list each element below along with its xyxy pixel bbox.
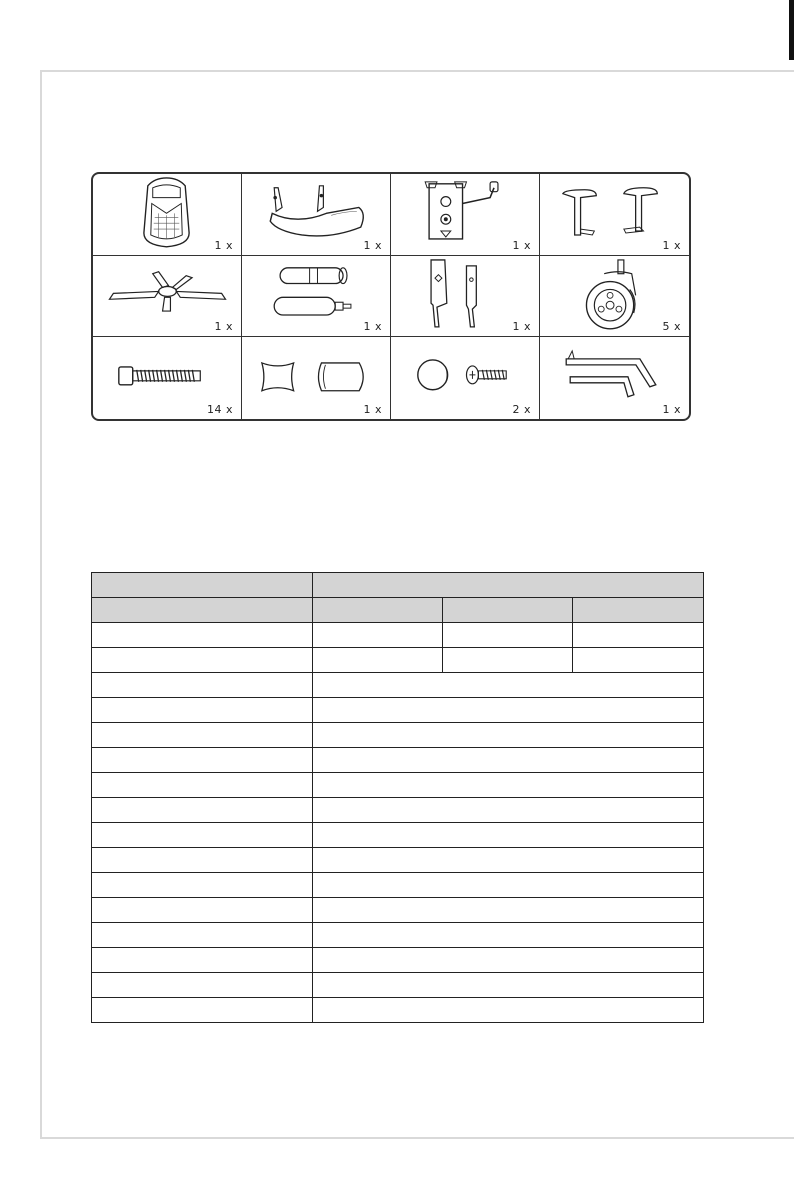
table-row	[92, 623, 704, 648]
table-row	[92, 648, 704, 673]
part-cell-screws	[93, 337, 242, 419]
specification-table	[91, 572, 704, 1023]
quantity-label: 1 x	[363, 238, 382, 252]
table-row	[92, 673, 704, 698]
table-cell	[92, 723, 313, 748]
table-row	[92, 923, 704, 948]
part-cell-allen-keys	[540, 337, 689, 419]
table-cell	[92, 623, 313, 648]
table-cell	[92, 848, 313, 873]
table-cell	[313, 848, 704, 873]
table-cell	[92, 648, 313, 673]
table-cell	[573, 623, 704, 648]
table-cell	[313, 673, 704, 698]
table-cell	[313, 598, 443, 623]
table-cell	[313, 748, 704, 773]
table-cell	[313, 798, 704, 823]
page-edge-tab	[789, 0, 794, 60]
table-cell	[92, 948, 313, 973]
part-cell-casters	[540, 256, 689, 338]
table-row	[92, 873, 704, 898]
table-row	[92, 773, 704, 798]
table-cell	[92, 973, 313, 998]
table-cell	[443, 623, 573, 648]
table-cell	[92, 798, 313, 823]
table-cell	[92, 573, 313, 598]
table-cell	[313, 973, 704, 998]
table-cell	[573, 598, 704, 623]
table-cell	[313, 948, 704, 973]
table-row	[92, 798, 704, 823]
table-cell	[313, 573, 704, 598]
table-row	[92, 973, 704, 998]
part-cell-base	[93, 256, 242, 338]
quantity-label: 1 x	[214, 238, 233, 252]
table-cell	[92, 873, 313, 898]
quantity-label: 2 x	[512, 402, 531, 416]
part-cell-armrests	[540, 174, 689, 256]
table-row	[92, 748, 704, 773]
table-row	[92, 998, 704, 1023]
quantity-label: 1 x	[363, 402, 382, 416]
part-cell-caps	[391, 337, 540, 419]
table-cell	[313, 898, 704, 923]
table-cell	[313, 923, 704, 948]
table-cell	[313, 648, 443, 673]
table-cell	[313, 723, 704, 748]
parts-grid	[91, 172, 691, 421]
table-row	[92, 723, 704, 748]
quantity-label: 1 x	[363, 320, 382, 334]
table-row	[92, 698, 704, 723]
quantity-label: 1 x	[214, 320, 233, 334]
table-cell	[92, 998, 313, 1023]
quantity-label: 5 x	[662, 320, 681, 334]
table-header-row	[92, 573, 704, 598]
table-cell	[92, 673, 313, 698]
table-cell	[92, 598, 313, 623]
table-cell	[92, 698, 313, 723]
part-cell-gas-lift	[242, 256, 391, 338]
part-cell-side-covers	[391, 256, 540, 338]
quantity-label: 1 x	[662, 402, 681, 416]
table-cell	[313, 823, 704, 848]
table-subheader-row	[92, 598, 704, 623]
table-cell	[92, 898, 313, 923]
part-cell-mechanism	[391, 174, 540, 256]
table-cell	[92, 773, 313, 798]
table-cell	[313, 873, 704, 898]
quantity-label: 1 x	[662, 238, 681, 252]
table-cell	[313, 623, 443, 648]
table-cell	[573, 648, 704, 673]
table-cell	[443, 598, 573, 623]
table-row	[92, 898, 704, 923]
part-cell-seat	[242, 174, 391, 256]
table-cell	[92, 748, 313, 773]
table-cell	[443, 648, 573, 673]
part-cell-pillows	[242, 337, 391, 419]
quantity-label: 1 x	[512, 238, 531, 252]
quantity-label: 14 x	[206, 402, 233, 416]
part-cell-backrest	[93, 174, 242, 256]
table-cell	[313, 998, 704, 1023]
table-cell	[313, 698, 704, 723]
table-cell	[92, 923, 313, 948]
quantity-label: 1 x	[512, 320, 531, 334]
table-cell	[313, 773, 704, 798]
table-row	[92, 848, 704, 873]
table-row	[92, 948, 704, 973]
table-row	[92, 823, 704, 848]
table-cell	[92, 823, 313, 848]
